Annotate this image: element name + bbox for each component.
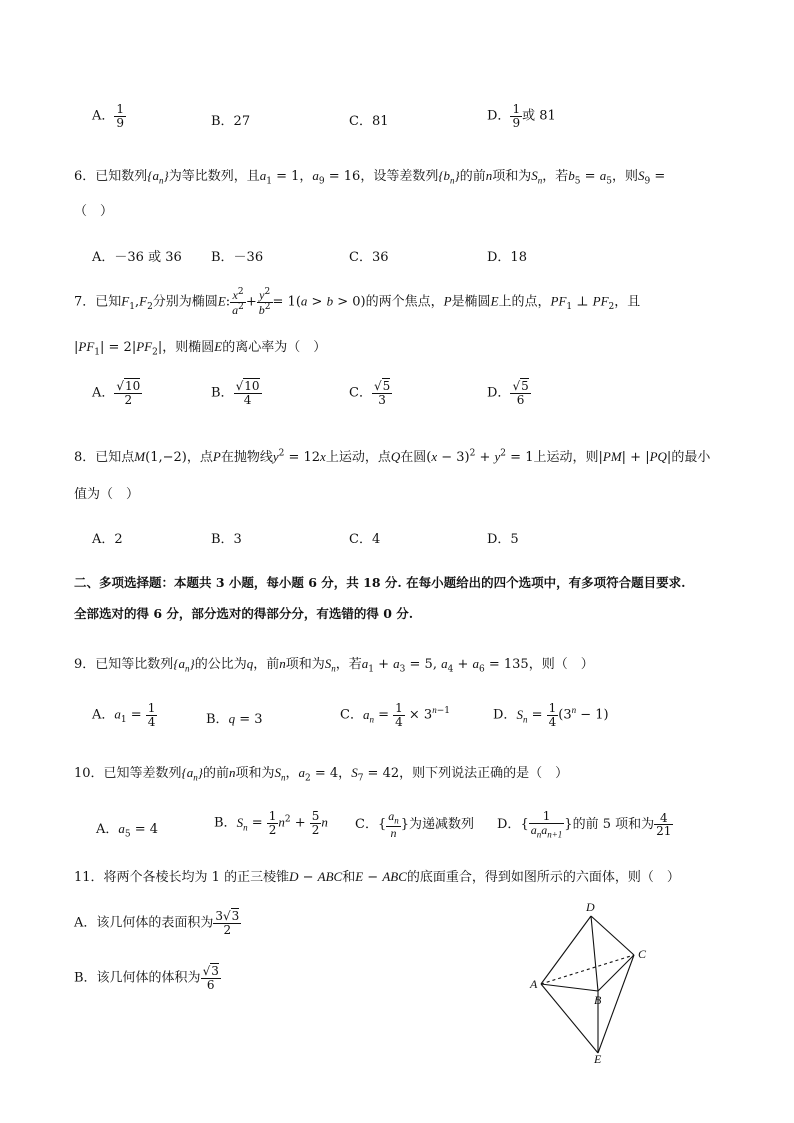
q8-stem-line1: 8．已知点M(1,−2)，点P在抛物线$y^2 = 12x$上运动，点Q在圆$(x - 3)^2 + y^2 = 1$上运动，则|PM| + |PQ|的最小 [74,448,711,465]
q7-stem-line1: 7．已知$F_1,F_2$分别为椭圆E: $\frac{x^2}{a^2}$ + $\frac{y^2}{b^2}$ = 1(a > b > 0)的两个焦点，P是椭圆E上的点，$PF_1$ ⊥ $PF_2$，且 [74,287,641,317]
q9-stem: 9．已知等比数列$\{a_n\}$的公比为q，前n项和为$S_n$，若$a_1 + a_3 = 5$, $a_4 + a_6 = 135$，则（ ） [74,656,594,675]
section2-heading-line1: 二、多项选择题：本题共 3 小题，每小题 6 分，共 18 分. 在每小题给出的四个选项中，有多项符合题目要求. [74,575,686,590]
q11-option-a: A．该几何体的表面积为 $\frac{3√3}{2}$ [74,909,240,937]
q9-option-a: A．$a_1$ = $\frac{1}{4}$ [92,701,156,729]
edge-AE [541,984,598,1053]
q5-option-a: A． $\frac{1}{9}$ [92,102,125,130]
q9-option-d: D．$S_n$ = $\frac{1}{4}$ $(3^n - 1)$ [493,701,609,729]
q9-option-c: C．$a_n$ = $\frac{1}{4}$ × $3^{n-1}$ [340,701,450,729]
q6-blank: （ ） [74,204,114,219]
q10-option-b: B．$S_n$ = $\frac{1}{2}$ $n^2$ + $\frac{5}{2}$ n [214,809,328,837]
edge-AB [541,984,598,991]
edge-DC [591,916,634,955]
q10-option-d: D．{ $\frac{1}{a_na_{n+1}}$ }的前 5 项和为 $\frac{4}{21}$ [497,809,672,839]
q5-option-c: C．81 [349,114,389,129]
q6-option-a: A．－36 或 36 [92,250,182,265]
q7-option-b: B． $\frac{√10}{4}$ [211,379,260,407]
q10-stem: 10．已知等差数列$\{a_n\}$的前n项和为$S_n$，$a_2 = 4$，$S_7 = 42$，则下列说法正确的是（ ） [74,765,569,784]
q6-option-b: B．－36 [211,250,264,265]
edge-AD [541,916,591,984]
q11-option-b: B．该几何体的体积为 $\frac{√3}{6}$ [74,964,219,992]
hexahedron-figure [520,895,670,1065]
q5-option-b: B．27 [211,114,251,129]
q8-stem-line2: 值为（ ） [74,487,140,502]
q9-option-b: B．q = 3 [206,711,263,727]
figure-label-E: E [594,1052,602,1065]
edge-CE [598,955,634,1053]
q7-option-c: C． $\frac{√5}{3}$ [349,379,391,407]
q10-option-c: C．{ $\frac{a_n}{n}$ }为递减数列 [355,809,475,840]
q5-option-d: D． $\frac{1}{9}$ 或 81 [487,102,556,130]
q6-stem: 6．已知数列$\{a_n\}$为等比数列，且$a_1 = 1$，$a_9 = 16$，设等差数列$\{b_n\}$的前n项和为$S_n$，若$b_5 = a_5$，则$S_9$ = [74,168,666,187]
q7-stem-line2: $|PF_1| = 2|PF_2|$，则椭圆E的离心率为（ ） [74,339,327,358]
q7-option-a: A． $\frac{√10}{2}$ [92,379,141,407]
q11-stem: 11．将两个各棱长均为 1 的正三棱锥D − ABC和E − ABC的底面重合，得到如图所示的六面体，则（ ） [74,869,680,885]
figure-label-C: C [638,947,647,961]
section2-heading-line2: 全部选对的得 6 分，部分选对的得部分分，有选错的得 0 分. [74,606,414,621]
q8-option-a: A．2 [92,532,123,547]
edge-DB [591,916,598,991]
q8-option-b: B．3 [211,532,242,547]
q10-option-a: A．$a_5 = 4$ [96,821,159,840]
q7-option-d: D． $\frac{√5}{6}$ [487,379,529,407]
figure-label-B: B [594,993,602,1007]
q6-option-c: C．36 [349,250,389,265]
figure-label-A: A [530,977,538,991]
q8-option-d: D．5 [487,532,519,547]
q8-option-c: C．4 [349,532,381,547]
q6-option-d: D．18 [487,250,527,265]
figure-label-D: D [586,900,595,914]
